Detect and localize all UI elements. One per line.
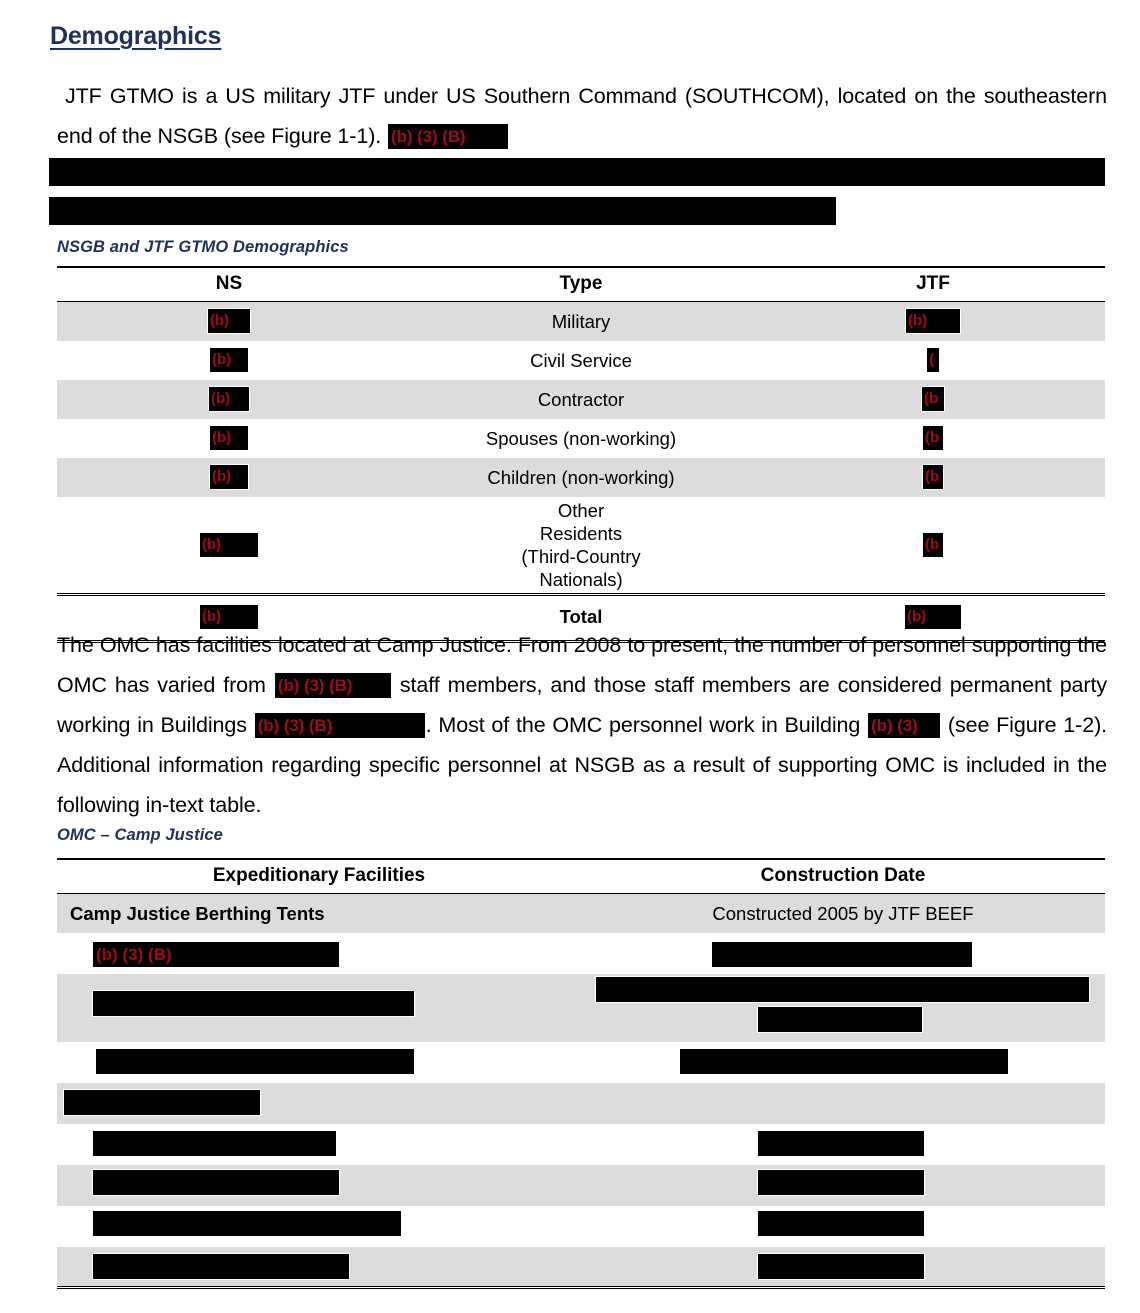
table-row bbox=[57, 894, 1105, 933]
redaction-bar-p1-line2 bbox=[48, 157, 1106, 187]
redaction-bar-p2-3: (b) (3) bbox=[867, 712, 941, 739]
cell-ns bbox=[57, 458, 401, 497]
redaction-bar-date bbox=[711, 941, 973, 968]
cell-ns bbox=[57, 419, 401, 458]
redaction-chip-ns: (b) bbox=[208, 386, 250, 412]
redaction-bar-p1-1: (b) (3) (B) bbox=[387, 123, 509, 150]
table-row bbox=[57, 302, 1105, 341]
table-row bbox=[57, 380, 1105, 419]
column-header-jtf: JTF bbox=[761, 267, 1105, 302]
redaction-bar-facility bbox=[95, 1048, 415, 1075]
cell-ns bbox=[57, 380, 401, 419]
redaction-bar-p1-line3 bbox=[48, 196, 837, 226]
cell-total-label: Total bbox=[401, 594, 761, 641]
omc-row-content bbox=[57, 1247, 1105, 1288]
omc-row-content bbox=[57, 1165, 1105, 1206]
redaction-chip-ns: (b) bbox=[209, 464, 249, 490]
table-row bbox=[57, 419, 1105, 458]
cell-type-label: Spouses (non-working) bbox=[401, 419, 761, 458]
paragraph-omc-facilities bbox=[57, 625, 1107, 825]
cell-ns bbox=[57, 302, 401, 341]
cell-type-label: Other Residents (Third-Country Nationals) bbox=[401, 497, 761, 595]
demographics-header-row bbox=[57, 267, 1105, 302]
redaction-bar-date bbox=[757, 1130, 925, 1157]
redaction-chip-ns: (b) bbox=[209, 425, 249, 451]
column-header-construction-date: Construction Date bbox=[581, 859, 1105, 894]
table-row bbox=[57, 341, 1105, 380]
redaction-chip-jtf: (b bbox=[922, 425, 944, 451]
redaction-chip-jtf: (b bbox=[922, 464, 944, 490]
column-header-ns: NS bbox=[57, 267, 401, 302]
cell-jtf bbox=[761, 341, 1105, 380]
redaction-bar-p2-1: (b) (3) (B) bbox=[274, 672, 392, 699]
omc-row-content bbox=[57, 1124, 1105, 1165]
omc-row-content bbox=[57, 933, 1105, 974]
redaction-bar-facility bbox=[92, 1210, 402, 1237]
redaction-bar-date bbox=[757, 1210, 925, 1237]
cell-type-label: Military bbox=[401, 302, 761, 341]
table-row bbox=[57, 933, 1105, 974]
omc-construction-date: Constructed 2005 by JTF BEEF bbox=[712, 903, 974, 924]
omc-row-content bbox=[57, 1083, 1105, 1124]
cell-type-label: Civil Service bbox=[401, 341, 761, 380]
cell-ns bbox=[57, 341, 401, 380]
table-row bbox=[57, 1247, 1105, 1288]
redaction-chip-ns: (b) bbox=[199, 532, 259, 558]
column-header-type: Type bbox=[401, 267, 761, 302]
redaction-bar-date bbox=[679, 1048, 1009, 1075]
redaction-bar-facility bbox=[63, 1089, 261, 1116]
redaction-bar-date bbox=[757, 1006, 923, 1033]
page-title: Demographics bbox=[50, 22, 222, 50]
table-row bbox=[57, 458, 1105, 497]
redaction-bar-p2-2: (b) (3) (B) bbox=[254, 712, 426, 739]
redaction-bar-facility bbox=[92, 1130, 337, 1157]
redaction-chip-ns: (b) bbox=[207, 308, 251, 334]
redaction-chip-jtf: ( bbox=[926, 347, 940, 373]
omc-table bbox=[57, 858, 1105, 1289]
redaction-bar-date bbox=[595, 976, 1090, 1003]
redaction-chip-jtf: (b bbox=[921, 386, 945, 412]
redaction-chip-jtf: (b) bbox=[905, 308, 961, 334]
redaction-bar-date bbox=[757, 1253, 925, 1280]
redaction-chip-ns: (b) bbox=[209, 347, 249, 373]
cell-jtf bbox=[761, 497, 1105, 595]
cell-type-label: Contractor bbox=[401, 380, 761, 419]
omc-table-head bbox=[57, 859, 1105, 894]
paragraph-2-text-3: . Most of the OMC personnel work in Building bbox=[425, 713, 868, 737]
paragraph-1-text: JTF GTMO is a US military JTF under US Southern Command (SOUTHCOM), located on the southeastern end of the NSGB (see Figure 1-1). bbox=[57, 84, 1107, 148]
table-row bbox=[57, 1042, 1105, 1083]
redaction-bar-date bbox=[757, 1169, 925, 1196]
cell-jtf bbox=[761, 302, 1105, 341]
paragraph-2-text-2: staff members, and those staff members are considered permanent party working in Buildings bbox=[57, 673, 1107, 737]
demographics-table-body bbox=[57, 302, 1105, 642]
table-row bbox=[57, 1083, 1105, 1124]
omc-row-content bbox=[57, 894, 1105, 933]
cell-jtf bbox=[761, 380, 1105, 419]
demographics-table-head bbox=[57, 267, 1105, 302]
cell-jtf bbox=[761, 458, 1105, 497]
redaction-bar-facility bbox=[92, 1169, 340, 1196]
table-row bbox=[57, 1165, 1105, 1206]
table-row bbox=[57, 974, 1105, 1042]
redaction-chip-ns-total: (b) bbox=[199, 604, 259, 630]
paragraph-demographics-intro bbox=[57, 76, 1107, 156]
omc-table-caption: OMC – Camp Justice bbox=[57, 826, 223, 844]
redaction-chip-jtf: (b bbox=[922, 532, 944, 558]
demographics-table-caption: NSGB and JTF GTMO Demographics bbox=[57, 238, 349, 256]
omc-row-content bbox=[57, 974, 1105, 1042]
omc-row-content bbox=[57, 1206, 1105, 1247]
table-row bbox=[57, 1206, 1105, 1247]
paragraph-2-text-1: The OMC has facilities located at Camp Justice. From 2008 to present, the number of personnel supporting the OMC has varied from bbox=[57, 633, 1107, 697]
omc-facility-label: Camp Justice Berthing Tents bbox=[70, 903, 325, 924]
redaction-chip-jtf-total: (b) bbox=[904, 604, 962, 630]
redaction-bar-facility bbox=[92, 1253, 350, 1280]
omc-table-body bbox=[57, 894, 1105, 1288]
cell-type-label: Children (non-working) bbox=[401, 458, 761, 497]
table-row bbox=[57, 497, 1105, 595]
omc-header-row bbox=[57, 859, 1105, 894]
paragraph-2-text-4: (see Figure 1-2). Additional information regarding specific personnel at NSGB as a result of supporting OMC is included in the following in-text table. bbox=[57, 713, 1107, 817]
demographics-table bbox=[57, 266, 1105, 643]
cell-jtf bbox=[761, 419, 1105, 458]
cell-ns bbox=[57, 497, 401, 595]
column-header-expeditionary-facilities: Expeditionary Facilities bbox=[57, 859, 581, 894]
redaction-bar-labeled: (b) (3) (B) bbox=[92, 941, 340, 968]
omc-row-content bbox=[57, 1042, 1105, 1083]
redaction-bar-facility bbox=[92, 990, 415, 1017]
table-row bbox=[57, 1124, 1105, 1165]
